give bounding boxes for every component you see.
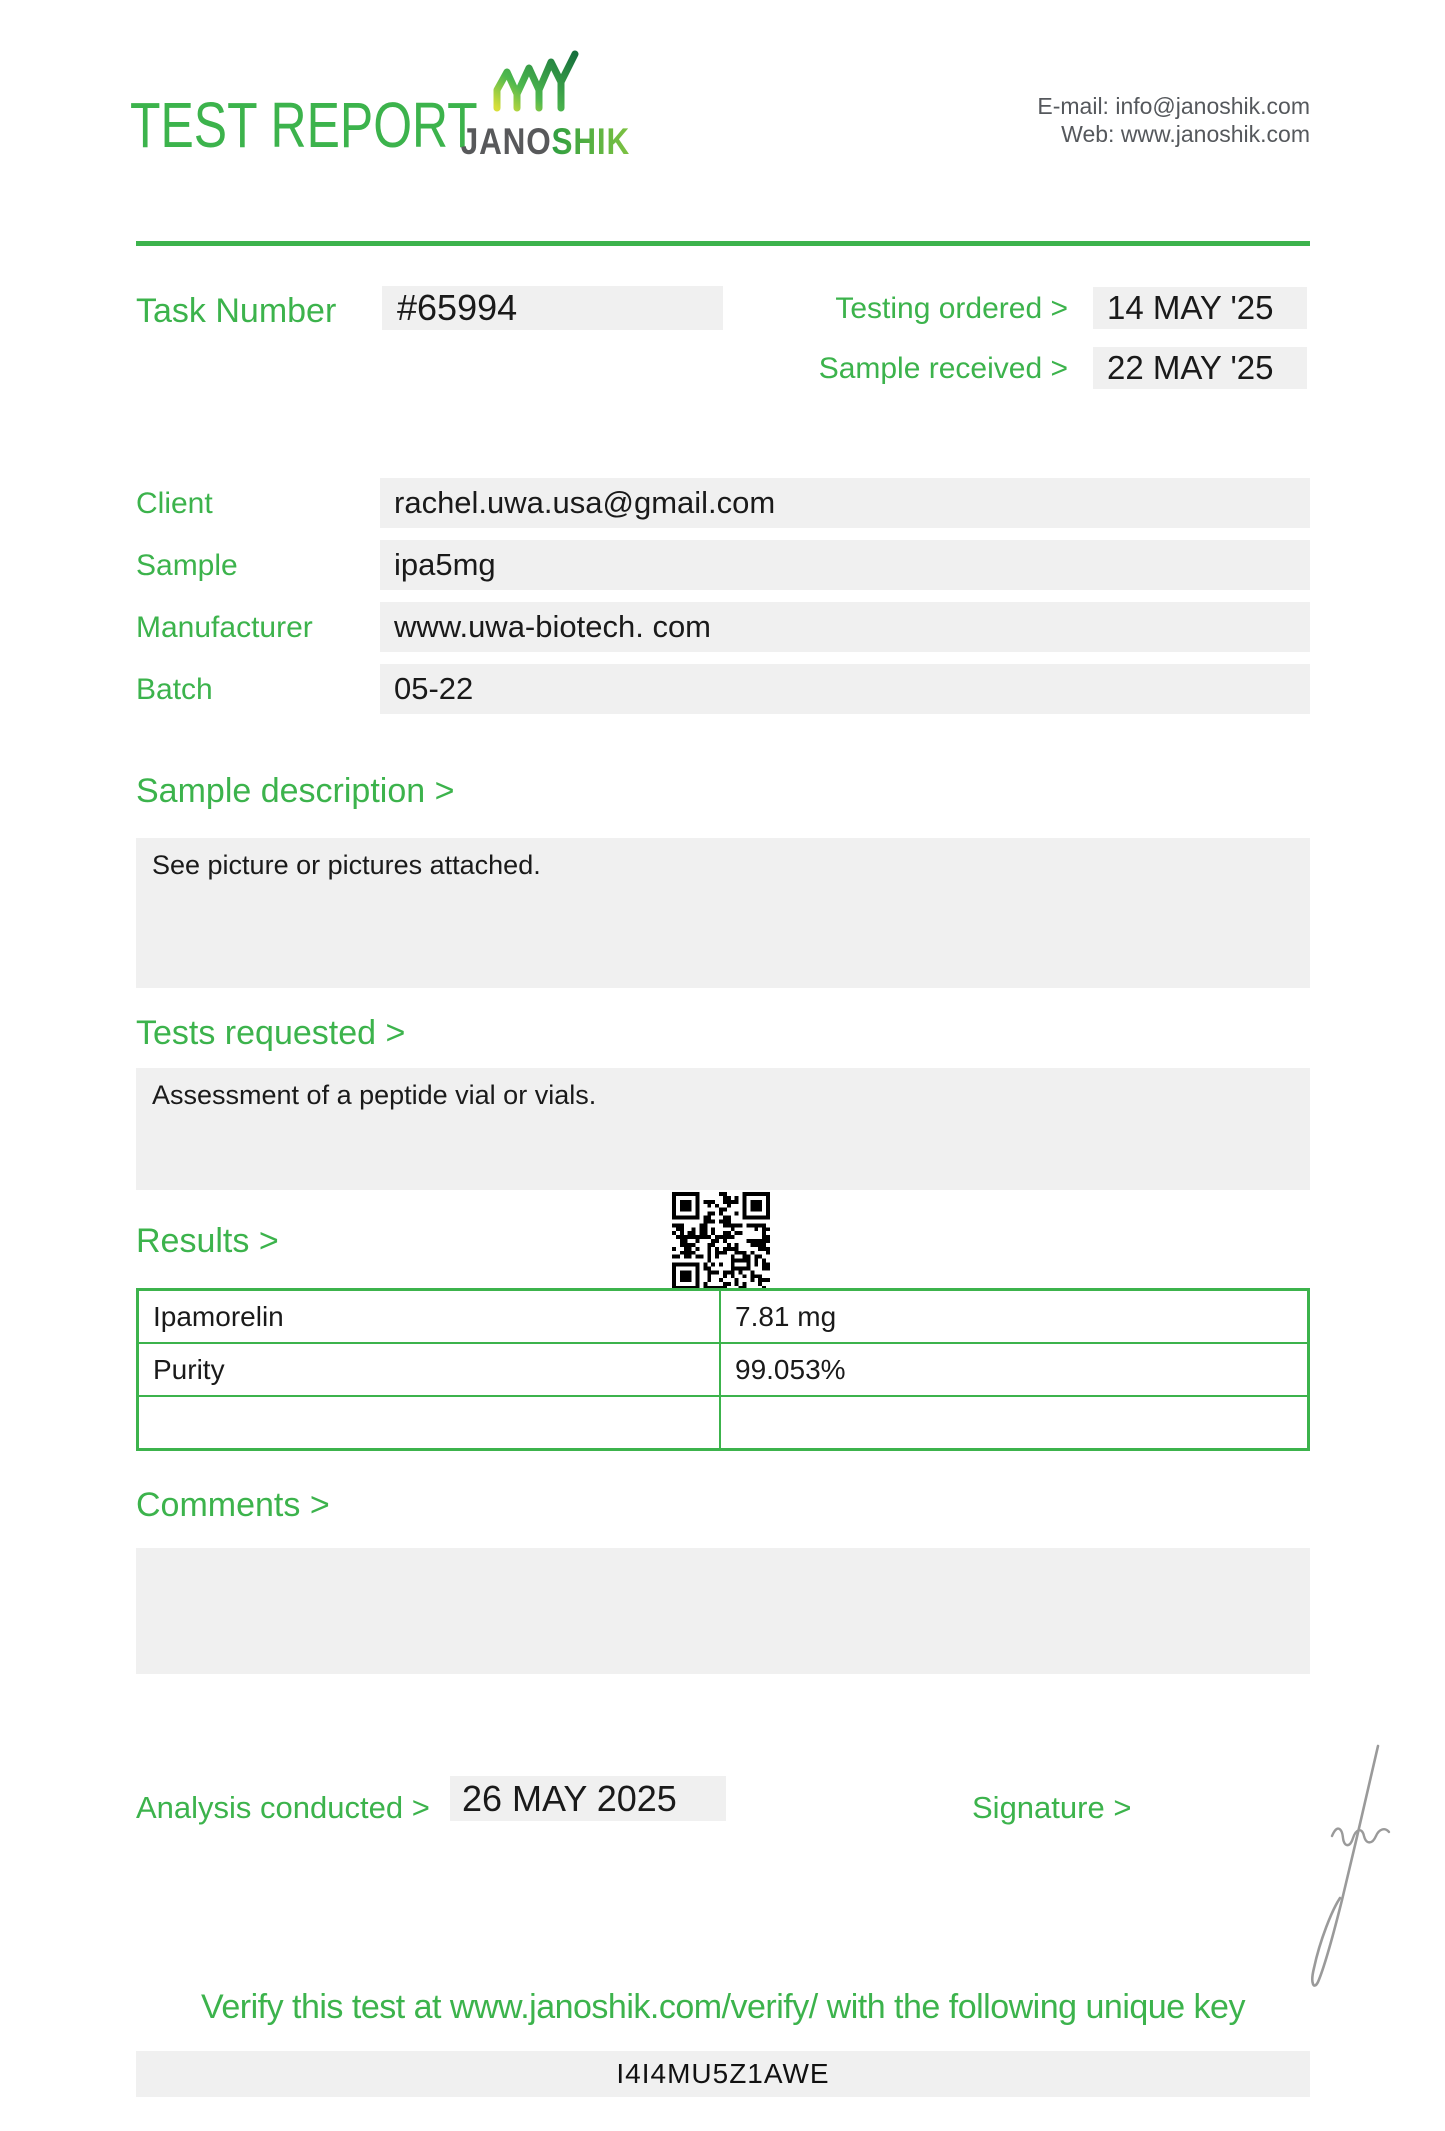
- logo-wordmark: [460, 121, 631, 163]
- testing-ordered-value: 14 MAY '25: [1093, 287, 1307, 329]
- result-value: [721, 1397, 1307, 1448]
- analysis-conducted-label: Analysis conducted >: [136, 1790, 430, 1825]
- client-label: Client: [136, 487, 213, 520]
- results-heading: Results >: [136, 1222, 279, 1260]
- client-value: rachel.uwa.usa@gmail.com: [380, 478, 1310, 528]
- header-divider: [136, 241, 1310, 246]
- sample-description-box: [136, 838, 1310, 988]
- page-title: TEST REPORT: [130, 89, 478, 161]
- sample-label: Sample: [136, 549, 238, 582]
- manufacturer-label: Manufacturer: [136, 611, 313, 644]
- manufacturer-value: www.uwa-biotech. com: [380, 602, 1310, 652]
- logo-shik-text: SHIK: [551, 121, 631, 162]
- sample-received-label: Sample received >: [818, 352, 1068, 385]
- contact-email: E-mail: info@janoshik.com: [1037, 93, 1310, 119]
- result-name: [139, 1397, 721, 1448]
- signature-label: Signature >: [972, 1790, 1132, 1825]
- testing-ordered-label: Testing ordered >: [835, 292, 1068, 325]
- batch-value: 05-22: [380, 664, 1310, 714]
- unique-key-value: I4I4MU5Z1AWE: [136, 2051, 1310, 2097]
- signature-image: [1280, 1740, 1410, 1992]
- results-table: [136, 1288, 1310, 1451]
- table-row: [139, 1344, 1307, 1397]
- comments-heading: Comments >: [136, 1486, 330, 1524]
- result-value: 7.81 mg: [735, 1301, 837, 1332]
- contact-web: Web: www.janoshik.com: [1061, 121, 1310, 147]
- batch-label: Batch: [136, 673, 213, 706]
- analysis-date-value: 26 MAY 2025: [450, 1776, 726, 1821]
- chart-growth-icon: [483, 50, 583, 114]
- sample-received-value: 22 MAY '25: [1093, 347, 1307, 389]
- tests-requested-text: Assessment of a peptide vial or vials.: [152, 1080, 597, 1110]
- logo-jano-text: JANO: [460, 121, 552, 162]
- comments-box: [136, 1548, 1310, 1674]
- task-number-label: Task Number: [136, 292, 337, 330]
- sample-description-text: See picture or pictures attached.: [152, 850, 541, 880]
- sample-description-heading: Sample description >: [136, 772, 455, 810]
- tests-requested-heading: Tests requested >: [136, 1014, 406, 1052]
- qr-code: [672, 1192, 770, 1290]
- tests-requested-box: [136, 1068, 1310, 1190]
- verify-instruction: Verify this test at www.janoshik.com/verify/ with the following unique key: [201, 1988, 1245, 2026]
- task-number-value: #65994: [382, 286, 723, 330]
- contact-block: [1037, 92, 1310, 148]
- table-row: [139, 1291, 1307, 1344]
- result-name: Ipamorelin: [139, 1291, 721, 1342]
- table-row: [139, 1397, 1307, 1448]
- sample-value: ipa5mg: [380, 540, 1310, 590]
- janoshik-logo: [448, 50, 631, 163]
- result-name: Purity: [139, 1344, 721, 1395]
- result-value: 99.053%: [735, 1354, 846, 1385]
